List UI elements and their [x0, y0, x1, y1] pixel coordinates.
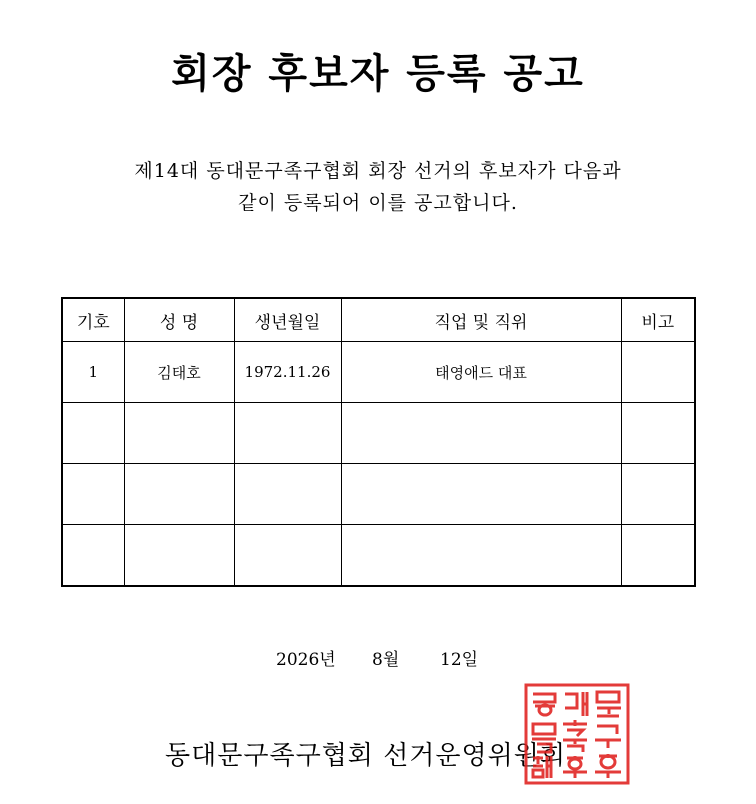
header-name: 성 명 [124, 298, 234, 342]
cell-name [124, 525, 234, 587]
table-row [62, 403, 695, 464]
cell-occupation [341, 525, 621, 587]
header-remarks: 비고 [621, 298, 695, 342]
cell-name [124, 464, 234, 525]
cell-birthdate [234, 464, 341, 525]
cell-number [62, 525, 124, 587]
candidate-table [61, 297, 696, 587]
cell-birthdate: 1972.11.26 [234, 342, 341, 403]
date-month: 8월 [372, 650, 400, 670]
table-header-row [62, 298, 695, 342]
cell-number [62, 464, 124, 525]
committee-name: 동대문구족구협회 선거운영위원회 [165, 741, 567, 771]
announcement-line-1: 제14대 동대문구족구협회 회장 선거의 후보자가 다음과 [134, 160, 622, 182]
header-number: 기호 [62, 298, 124, 342]
header-occupation: 직업 및 직위 [341, 298, 621, 342]
cell-remarks [621, 342, 695, 403]
announcement-line-2: 같이 등록되어 이를 공고합니다. [238, 192, 518, 214]
cell-name: 김태호 [124, 342, 234, 403]
table-row [62, 464, 695, 525]
cell-occupation [341, 403, 621, 464]
cell-name [124, 403, 234, 464]
date-year: 2026년 [276, 650, 336, 670]
cell-birthdate [234, 403, 341, 464]
table-row [62, 525, 695, 587]
official-seal [523, 682, 631, 786]
announcement-text [0, 155, 756, 219]
cell-remarks [621, 525, 695, 587]
cell-number: 1 [62, 342, 124, 403]
announcement-date [0, 645, 756, 669]
header-birthdate: 생년월일 [234, 298, 341, 342]
cell-occupation: 태영애드 대표 [341, 342, 621, 403]
cell-occupation [341, 464, 621, 525]
page-title: 회장 후보자 등록 공고 [171, 50, 585, 97]
date-day: 12일 [440, 650, 479, 670]
table-row [62, 342, 695, 403]
cell-remarks [621, 464, 695, 525]
cell-birthdate [234, 525, 341, 587]
cell-number [62, 403, 124, 464]
cell-remarks [621, 403, 695, 464]
